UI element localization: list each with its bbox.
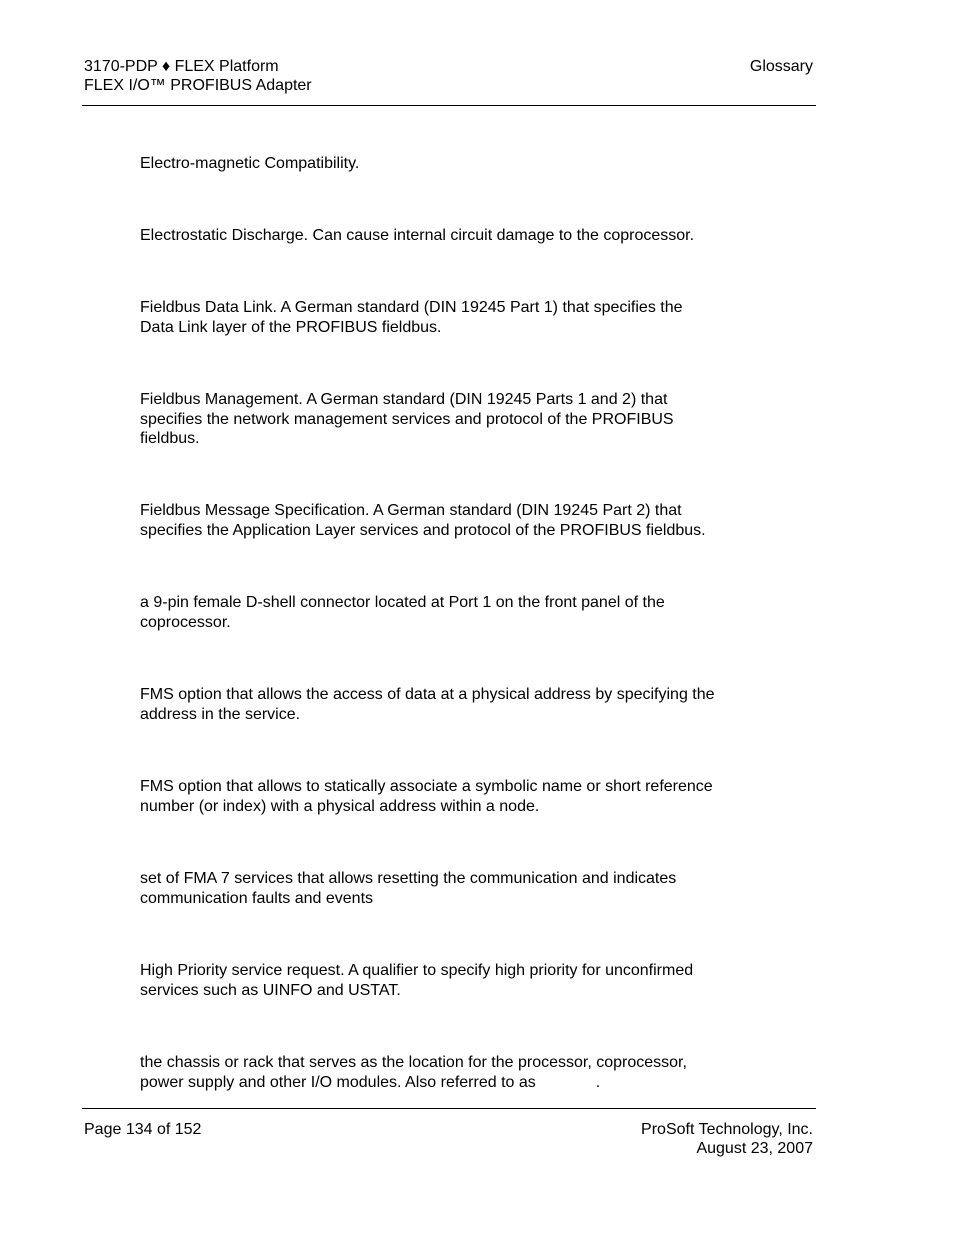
definition-line: Fieldbus Management. A German standard (DIN 19245 Parts 1 and 2) that: [140, 391, 668, 408]
definition-line: specifies the Application Layer services and protocol of the PROFIBUS fieldbus.: [140, 521, 706, 539]
page-number: Page 134 of 152: [84, 1121, 202, 1138]
definition-text: Electro-magnetic Compatibility.: [140, 155, 360, 172]
header-product-line: 3170-PDP ♦ FLEX Platform: [84, 58, 279, 75]
definition-line: communication faults and events: [140, 889, 374, 907]
definition-line: Fieldbus Message Specification. A German standard (DIN 19245 Part 2) that: [140, 502, 682, 519]
definition-line: the chassis or rack that serves as the location for the processor, coprocessor,: [140, 1054, 687, 1071]
definition-line-part: power supply and other I/O modules. Also referred to as: [140, 1073, 536, 1091]
footer-publisher: [641, 1120, 813, 1158]
definition-line: a 9-pin female D-shell connector located at Port 1 on the front panel of the: [140, 594, 665, 611]
definition-line: coprocessor.: [140, 613, 231, 631]
definition-line: fieldbus.: [140, 430, 200, 447]
definition-line: number (or index) with a physical address within a node.: [140, 797, 540, 815]
header-section-name: Glossary: [749, 58, 813, 75]
definition-line: [140, 1073, 780, 1093]
definition-line: High Priority service request. A qualifier to specify high priority for unconfirmed: [140, 962, 694, 979]
glossary-entry-fma: [140, 390, 780, 449]
glossary-entry-esd: [140, 226, 780, 246]
glossary-entry-fdl: [140, 298, 780, 337]
glossary-entry-chassis: [140, 1053, 780, 1092]
definition-line: FMS option that allows the access of data at a physical address by specifying the: [140, 686, 715, 703]
publication-date: August 23, 2007: [696, 1140, 813, 1157]
document-header-title: [84, 57, 312, 95]
definition-text: Electrostatic Discharge. Can cause internal circuit damage to the coprocessor.: [140, 227, 695, 244]
header-product-name: FLEX I/O™ PROFIBUS Adapter: [84, 77, 312, 94]
definition-line: address in the service.: [140, 705, 301, 723]
glossary-entry-fma7-services: [140, 869, 780, 908]
definition-line: services such as UINFO and USTAT.: [140, 981, 401, 999]
definition-line-end: .: [595, 1073, 601, 1091]
definition-line: Fieldbus Data Link. A German standard (DIN 19245 Part 1) that specifies the: [140, 299, 683, 316]
header-divider: [82, 105, 816, 106]
definition-line: FMS option that allows to statically associate a symbolic name or short reference: [140, 778, 713, 795]
definition-line: Data Link layer of the PROFIBUS fieldbus.: [140, 318, 442, 336]
footer-divider: [82, 1108, 816, 1109]
definition-line: specifies the network management services and protocol of the PROFIBUS: [140, 410, 674, 428]
glossary-entry-physical-access: [140, 685, 780, 724]
definition-line: set of FMA 7 services that allows resetting the communication and indicates: [140, 870, 677, 887]
glossary-entry-fms-connector: [140, 593, 780, 632]
glossary-entry-static-od: [140, 777, 780, 816]
glossary-entry-high-priority: [140, 961, 780, 1000]
glossary-entry-fms: [140, 501, 780, 540]
glossary-entry-emc: [140, 154, 780, 174]
company-name: ProSoft Technology, Inc.: [641, 1121, 813, 1138]
